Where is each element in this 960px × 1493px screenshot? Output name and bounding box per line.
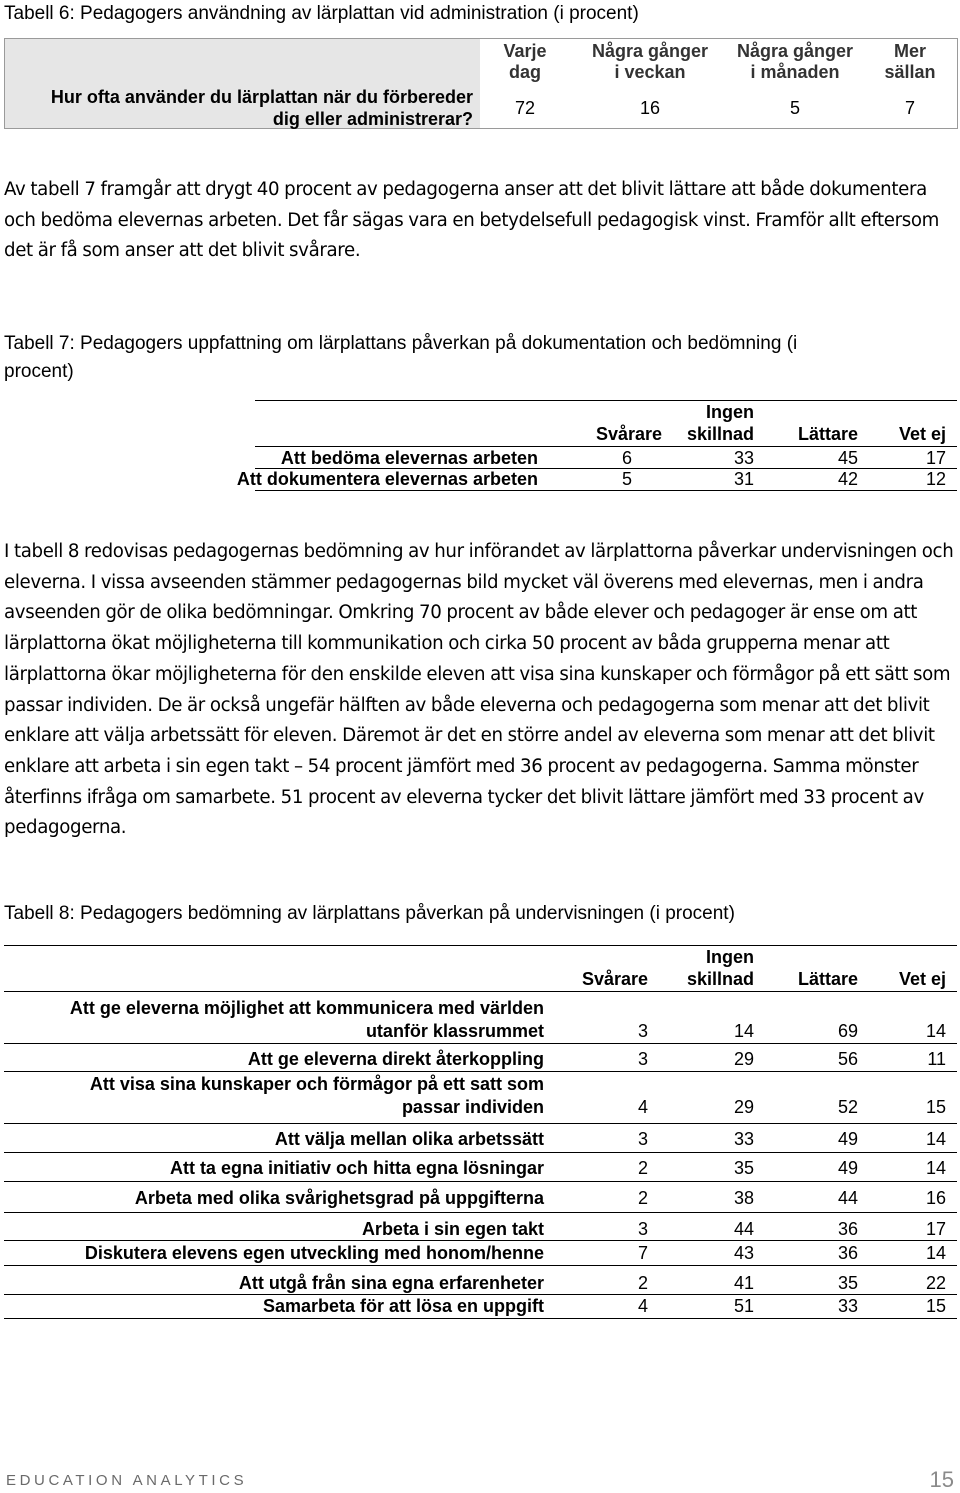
table8-caption: Tabell 8: Pedagogers bedömning av lärplattans påverkan på undervisningen (i procent) — [4, 903, 735, 924]
table7-header: Vet ej — [898, 424, 946, 444]
table6-question: Hur ofta använder du lärplattan när du förbereder dig eller administrerar? — [50, 87, 473, 129]
table6-caption: Tabell 6: Pedagogers användning av lärplattan vid administration (i procent) — [4, 3, 639, 24]
table8-bottom-rule — [4, 1318, 957, 1319]
table6-header-daily: Varje dag — [503, 41, 547, 82]
table8-header-rule — [4, 991, 957, 992]
table7-caption: Tabell 7: Pedagogers uppfattning om lärplattans påverkan på dokumentation och bedömning (i procent) — [4, 333, 798, 382]
table8-header: Lättare — [797, 969, 858, 989]
table6-header-weekly: Några gånger i veckan — [591, 41, 709, 82]
page-number: 15 — [929, 1467, 954, 1492]
table6-value: 16 — [639, 98, 661, 118]
body-paragraph: I tabell 8 redovisas pedagogernas bedömning av hur införandet av lärplattorna påverkar undervisningen och eleverna. I vissa avseenden stämmer pedagogernas bild mycket väl överens med elevernas, men i andra avseenden gör de olika bedömningar. Omkring 70 procent av både elever och pedagoger är ense om att lärplattorna ökat möjligheterna till kommunikation och cirka 50 procent av båda grupperna menar att lärplattorna ökar möjligheterna för den enskilde eleven att visa sina kunskaper och förmågor på ett sätt som passar individen. De är också ungefär hälften av både eleverna och pedagogerna som menar att det blivit enklare att välja arbetssätt för eleven. Däremot är det en större andel av eleverna som menar att det blivit enklare att arbeta i sin egen takt – 54 procent jämfört med 36 procent av pedagogerna. Samma mönster återfinns ifråga om samarbete. 51 procent av eleverna tycker det blivit lättare jämfört med 33 procent av pedagogerna. — [4, 541, 954, 839]
table6 — [4, 38, 958, 129]
table6-header-monthly: Några gånger i månaden — [736, 41, 854, 82]
footer-brand-logo: EDUCATION ANALYTICS — [6, 1472, 248, 1489]
table7-bottom-rule — [255, 490, 957, 491]
table6-value: 7 — [904, 98, 915, 118]
table8-header: Vet ej — [898, 969, 946, 989]
table6-value: 72 — [514, 98, 536, 118]
table7-header: Svårare — [595, 424, 662, 444]
table7-header: Lättare — [797, 424, 858, 444]
table6-value: 5 — [789, 98, 800, 118]
table8-header: Ingen skillnad — [686, 947, 754, 989]
table7-header: Ingen skillnad — [686, 402, 754, 444]
table6-header-rarely: Mer sällan — [884, 41, 936, 82]
body-paragraph: Av tabell 7 framgår att drygt 40 procent av pedagogerna anser att det blivit lättare att både dokumentera och bedöma elevernas arbeten. Det får sägas vara en betydelsefull pedagogisk vinst. Framför allt eftersom det är få som anser att det blivit svårare. — [4, 179, 939, 262]
table8-header: Svårare — [581, 969, 648, 989]
